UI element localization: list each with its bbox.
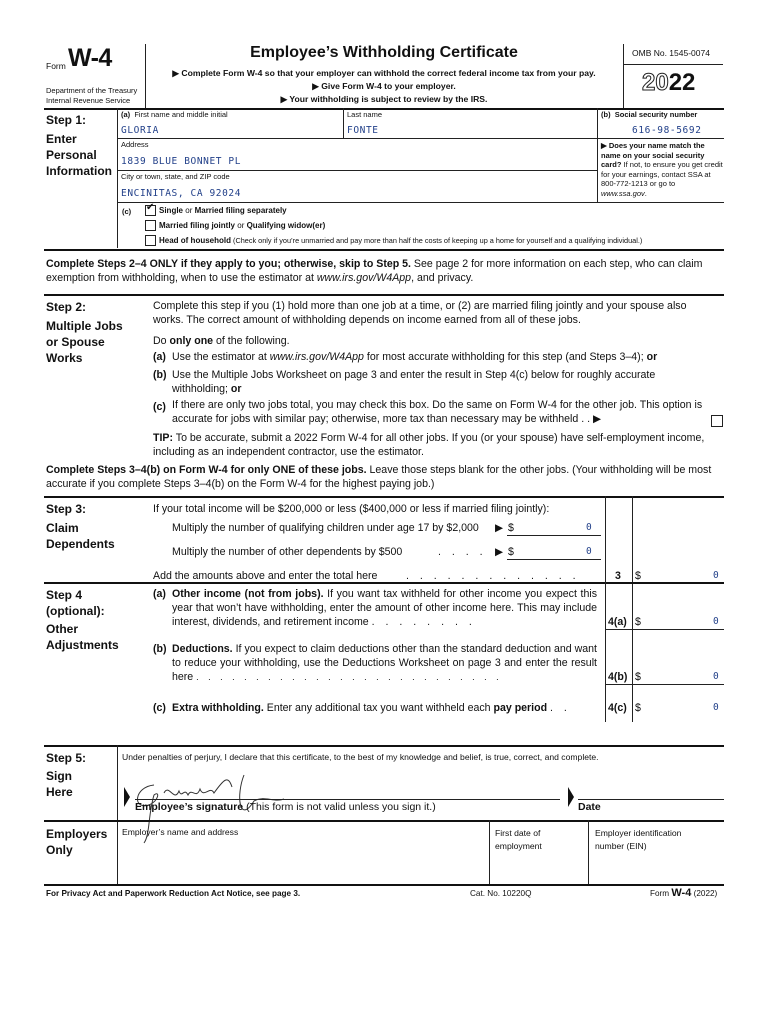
step1-subtitle [46,131,112,179]
footer-form-year: (2022) [691,889,718,898]
step3-sub-1: Claim [46,521,79,535]
other-dependents-amount[interactable]: 0 [586,546,592,557]
step2-sub-2: or Spouse [46,335,105,349]
ssn-label [601,110,697,119]
tax-year [642,69,695,97]
omb-number: OMB No. 1545-0074 [632,48,710,58]
footer-form-word: Form [650,889,672,898]
first-name-field[interactable]: GLORIA [121,125,159,136]
instruction-line-2: ▶ Give Form W-4 to your employer. [312,81,456,91]
step2-sub-3: Works [46,351,83,365]
ein-1: Employer identification [595,828,682,838]
step2-b-text [172,368,702,396]
step4-a-text [172,587,597,629]
step2-sub-1: Multiple Jobs [46,319,123,333]
do-c: of the following. [213,335,290,347]
last-name-label: Last name [347,110,383,119]
step5-subtitle [46,768,73,800]
first-date-1: First date of [495,828,541,838]
date-arrow-icon [568,787,574,807]
footer-form-bold: W-4 [671,887,692,899]
step2-a-text [172,350,717,364]
filing-1-b: Qualifying widow(er) [246,221,326,230]
c-tag: (c) [122,207,132,216]
last-name-field[interactable]: FONTE [347,125,379,136]
step2-b-tag: (b) [153,369,167,381]
filing-0-mid: or [183,206,195,215]
tax-year-outline: 20 [642,69,669,96]
step4-subtitle [46,621,119,653]
date-label: Date [578,801,601,813]
step4b-box-label: 4(b) [608,671,628,683]
step2-a-tag: (a) [153,351,166,363]
step2-a-2: for most accurate withholding for this step (and Steps 3–4); [363,351,647,363]
step2-tip [153,431,713,459]
filing-0-b: Married filing separately [194,206,287,215]
step2-title: Step 2: [46,300,87,314]
step4-b-text [172,642,597,684]
city-label: City or town, state, and ZIP code [121,172,230,181]
step4-a-bold: Other income (not from jobs). [172,588,324,600]
form-number: W-4 [68,44,112,72]
first-name-label [121,110,228,119]
deductions-amount[interactable]: 0 [713,671,719,682]
step4-c-bold: Extra withholding. [172,702,264,714]
step4-c-bold2: pay period [493,702,548,714]
extra-withholding-amount[interactable]: 0 [713,702,719,713]
privacy-notice: For Privacy Act and Paperwork Reduction Act Notice, see page 3. [46,889,301,898]
step3-box-dollar: $ [635,570,641,582]
step3-line2-dots: . . . . [438,546,487,558]
step4-title-1: Step 4 [46,588,83,602]
step4-c-tag: (c) [153,702,166,714]
sig-label-bold: Employee’s signature [135,801,244,813]
two-jobs-checkbox[interactable] [711,415,723,427]
step3-total-amount[interactable]: 0 [713,570,719,581]
step4a-box-label: 4(a) [608,616,627,628]
intro-url[interactable]: www.irs.gov/W4App [316,272,412,284]
step3-intro: If your total income will be $200,000 or less ($400,000 or less if married filing jointly): [153,503,550,515]
filing-option-married [159,221,325,230]
filing-1-mid: or [235,221,247,230]
step2-c-dots: . . ▶ [578,413,602,425]
step4c-dollar: $ [635,702,641,714]
step3-subtitle [46,520,115,552]
filing-0-a: Single [159,206,184,215]
step1-title: Step 1: [46,113,87,127]
step2-c-tag: (c) [153,401,166,413]
perjury-statement: Under penalties of perjury, I declare that this certificate, to the best of my knowledge and belief, is true, correct, and complete. [122,752,599,762]
filing-2-a: Head of household [159,236,231,245]
tax-year-bold: 22 [668,69,696,96]
step4-sub-2: Adjustments [46,638,119,652]
ssn-label-text: Social security number [614,110,698,119]
step2-p1: Complete this step if you (1) hold more than one job at a time, or (2) are married filing jointly and your spouse also works. The correct amount of withholding depends on income earned from all of these jobs. [153,300,687,326]
irs-label: Internal Revenue Service [46,96,131,105]
ein-label [595,827,681,853]
step2-c-text [172,398,712,426]
step2-b-1: Use the Multiple Jobs Worksheet on page 3 and enter the result in Step 4(c) below for roughly accurate withholding; [172,369,656,395]
ssn-note-text: If not, to ensure you get credit for your earnings, contact SSA at 800-772-1213 or go to [601,160,723,188]
step4c-box-label: 4(c) [608,702,627,714]
a-tag: (a) [121,110,131,119]
intro-paragraph [46,257,724,285]
step2-a-or: or [646,351,658,363]
ssn-match-note [601,141,723,198]
step3-total-label: Add the amounts above and enter the total here [153,570,378,582]
first-name-label-text: First name and middle initial [134,110,228,119]
step3-line1-arrow: ▶ [495,522,504,534]
address-label: Address [121,140,149,149]
step2-a-url[interactable]: www.irs.gov/W4App [269,351,364,363]
footer-form [650,887,717,899]
instruction-line-3: ▶ Your withholding is subject to review by the IRS. [280,94,488,104]
step4-b-bold: Deductions. [172,643,233,655]
employer-name-label: Employer’s name and address [122,827,239,837]
step4-a-tag: (a) [153,588,166,600]
do-a: Do [153,335,170,347]
head-of-household-checkbox[interactable] [145,235,156,246]
tip-text: To be accurate, submit a 2022 Form W-4 for all other jobs. If you (or your spouse) have self-employment income, including as an independent contractor, use the estimator. [153,432,705,458]
between-text: Leave those steps blank for the other jobs. (Your withholding will be most accurate if you complete Steps 3–4(b) on the Form W-4 for the highest paying job.) [46,464,712,490]
qualifying-children-amount[interactable]: 0 [586,522,592,533]
step3-line1-dollar: $ [508,522,514,534]
tip-bold: TIP: [153,432,174,444]
step5-title: Step 5: [46,751,87,765]
filing-2-rest: (Check only if you’re unmarried and pay more than half the costs of keeping up a home for yourself and a qualifying individual.) [231,236,643,245]
city-field[interactable]: ENCINITAS, CA 92024 [121,188,242,199]
other-income-amount[interactable]: 0 [713,616,719,627]
ssn-note-end: . [644,188,647,198]
signature-arrow-icon [124,787,130,807]
step3-line2: Multiply the number of other dependents by $500 [172,546,403,558]
first-date-label [495,827,542,853]
step4-b-body: If you expect to claim deductions other than the standard deduction and want to reduce your withholding, use the Deductions Worksheet on page 3 and enter the result here [172,643,597,683]
step3-line1: Multiply the number of qualifying children under age 17 by $2,000 [172,522,479,534]
step2-do-one [153,334,290,348]
filing-1-a: Married filing jointly [159,221,236,230]
step3-line2-arrow: ▶ [495,546,504,558]
step3-total-dots: . . . . . . . . . . . . . [406,570,580,582]
employers-title-2: Only [46,843,73,857]
between-bold: Complete Steps 3–4(b) on Form W-4 for only ONE of these jobs. [46,464,367,476]
step5-sub-2: Here [46,785,73,799]
step4-title [46,587,105,619]
sig-label-text: (This form is not valid unless you sign it.) [243,801,436,813]
employers-only-title [46,826,107,858]
ssn-field[interactable]: 616-98-5692 [632,125,702,136]
step1-sub-3: Information [46,164,112,178]
do-b: only one [169,335,214,347]
form-title: Employee’s Withholding Certificate [250,44,518,61]
catalog-number: Cat. No. 10220Q [470,889,532,898]
between-paragraph [46,463,724,491]
married-jointly-checkbox[interactable] [145,220,156,231]
treasury-dept: Department of the Treasury [46,86,138,95]
address-field[interactable]: 1839 BLUE BONNET PL [121,156,242,167]
step4-title-2: (optional): [46,604,105,618]
step3-line2-dollar: $ [508,546,514,558]
step4-c-body: Enter any additional tax you want withheld each [263,702,494,714]
ssa-link[interactable]: www.ssa.gov [601,188,645,198]
employers-title-1: Employers [46,827,108,841]
first-date-2: employment [495,841,542,851]
step4-b-dots: . . . . . . . . . . . . . . . . . . . . . . . . . . [196,672,503,682]
step3-sub-2: Dependents [46,537,115,551]
step4-c-text [172,701,571,715]
step2-c-1: If there are only two jobs total, you may check this box. Do the same on Form W-4 for the other job. This option is accurate for jobs with similar pay; otherwise, more tax than necessary may be withheld [172,399,703,425]
filing-option-single [159,206,287,215]
step4-c-dots: . . [550,702,571,714]
step2-a-1: Use the estimator at [172,351,270,363]
step5-sub-1: Sign [46,769,72,783]
step4a-dollar: $ [635,616,641,628]
step3-title: Step 3: [46,502,87,516]
b-tag: (b) [601,110,611,119]
intro-bold: Complete Steps 2–4 ONLY if they apply to you; otherwise, skip to Step 5. [46,258,411,270]
instruction-line-1: ▶ Complete Form W-4 so that your employer can withhold the correct federal income tax from your pay. [172,68,596,78]
step4b-dollar: $ [635,671,641,683]
filing-option-hoh [159,236,642,245]
step4-b-tag: (b) [153,643,167,655]
step4-sub-1: Other [46,622,79,636]
intro-text2: , and privacy. [411,272,474,284]
check-mark-icon: ✔ [146,202,155,213]
step2-subtitle [46,318,123,366]
signature-label [135,801,436,813]
step4-a-body: If you want tax withheld for other income you expect this year that won’t have withholding, enter the amount of other income here. This may include interest, dividends, and retirement income [172,588,597,628]
step3-box-label: 3 [615,570,621,582]
ssn-note-bold: ▶ Does your name match the name on your social security card? [601,141,705,169]
step1-sub-1: Enter [46,132,77,146]
step4-a-dots: . . . . . . . . [371,616,476,628]
intro-text1: See page 2 for more information on each step, who can claim exemption from withholding, when to use the estimator at [46,258,703,284]
form-word: Form [46,61,66,71]
ein-2: number (EIN) [595,841,647,851]
step2-b-or: or [230,383,242,395]
step1-sub-2: Personal [46,148,97,162]
